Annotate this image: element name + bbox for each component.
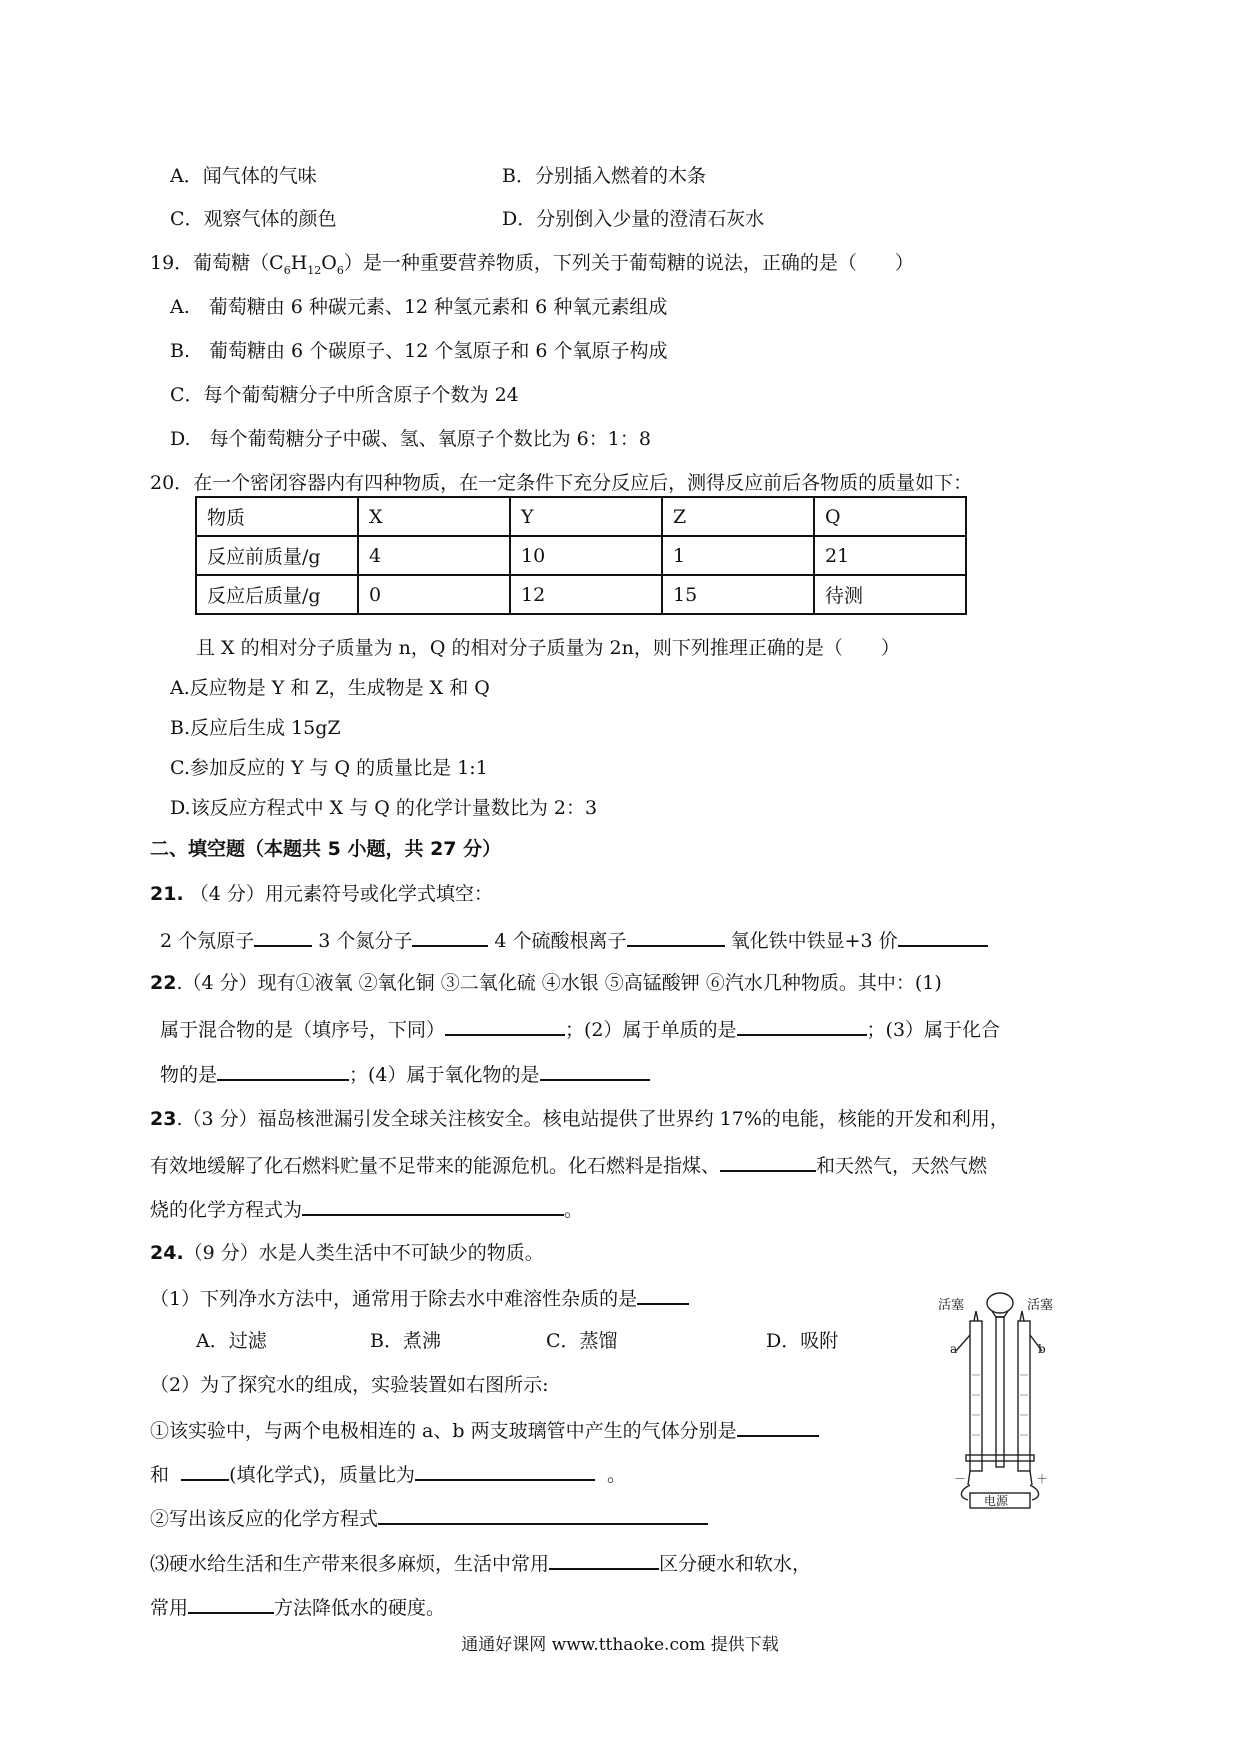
answer-blank[interactable] — [217, 1061, 349, 1081]
q21-stem: 21. （4 分）用元素符号或化学式填空： — [150, 883, 493, 905]
answer-blank[interactable] — [412, 927, 488, 947]
table-header-cell: Y — [510, 497, 662, 536]
q21-blanks-line: 2 个氖原子 3 个氮分子 4 个硫酸根离子 氧化铁中铁显+3 价 — [160, 927, 988, 953]
q22-line-2: 属于混合物的是（填序号，下同） ；(2）属于单质的是 ；(3）属于化合 — [160, 1016, 1000, 1042]
answer-blank[interactable] — [737, 1417, 819, 1437]
q20-condition: 且 X 的相对分子质量为 n，Q 的相对分子质量为 2n，则下列推理正确的是（ ） — [196, 637, 900, 659]
q20-option-b: B.反应后生成 15gZ — [170, 717, 341, 739]
q24-part-3a: ⑶硬水给生活和生产带来很多麻烦，生活中常用 区分硬水和软水， — [150, 1550, 811, 1576]
answer-blank[interactable] — [549, 1550, 659, 1570]
answer-blank[interactable] — [302, 1196, 564, 1216]
page-footer: 通通好课网 www.tthaoke.com 提供下载 — [461, 1635, 779, 1655]
answer-blank[interactable] — [188, 1594, 274, 1614]
table-cell: 15 — [662, 575, 814, 614]
table-row — [196, 536, 966, 575]
q24-part-2b: 和 (填化学式)，质量比为 。 — [150, 1461, 626, 1487]
q24-part-3b: 常用 方法降低水的硬度。 — [150, 1594, 445, 1620]
section-2-title: 二、填空题（本题共 5 小题，共 27 分） — [150, 838, 502, 860]
q19-option-c: C．每个葡萄糖分子中所含原子个数为 24 — [170, 384, 519, 406]
answer-blank[interactable] — [445, 1016, 565, 1036]
q24-part-1: （1）下列净水方法中，通常用于除去水中难溶性杂质的是 — [150, 1285, 689, 1311]
table-cell: 21 — [814, 536, 966, 575]
tube-a-label: a — [950, 1342, 958, 1356]
electrolysis-apparatus-figure — [930, 1285, 1070, 1510]
answer-blank[interactable] — [627, 927, 725, 947]
q24-part-2c: ②写出该反应的化学方程式 — [150, 1505, 708, 1531]
table-header-cell: X — [358, 497, 510, 536]
q23-line-1: 23.（3 分）福岛核泄漏引发全球关注核安全。核电站提供了世界约 17%的电能，核能的开发和利用， — [150, 1108, 1009, 1130]
answer-blank[interactable] — [637, 1285, 689, 1305]
q19-stem: 19．葡萄糖$(C_6H_{12}O_6)$是一种重要营养物质，下列关于葡萄糖的说法，正确的是（ ） — [150, 252, 914, 277]
q18-option-a: A．闻气体的气味 — [170, 165, 317, 187]
power-source-label: 电源 — [984, 1494, 1009, 1508]
q24-option-c: C．蒸馏 — [546, 1330, 618, 1352]
q19-option-a: A. 葡萄糖由 6 种碳元素、12 种氢元素和 6 种氧元素组成 — [170, 296, 668, 318]
q20-option-c: C.参加反应的 Y 与 Q 的质量比是 1:1 — [170, 757, 488, 779]
q22-line-1: 22.（4 分）现有①液氧 ②氧化铜 ③二氧化硫 ④水银 ⑤高锰酸钾 ⑥汽水几种物质。其中：(1) — [150, 972, 942, 994]
table-row — [196, 575, 966, 614]
q19-option-b: B. 葡萄糖由 6 个碳原子、12 个氢原子和 6 个氧原子构成 — [170, 340, 668, 362]
table-cell: 0 — [358, 575, 510, 614]
table-header-cell: Z — [662, 497, 814, 536]
table-header-cell: 物质 — [196, 497, 358, 536]
q24-option-d: D．吸附 — [766, 1330, 839, 1352]
table-cell: 1 — [662, 536, 814, 575]
table-cell: 反应后质量/g — [196, 575, 358, 614]
q24-option-b: B．煮沸 — [370, 1330, 441, 1352]
answer-blank[interactable] — [254, 927, 312, 947]
q24-stem: 24.（9 分）水是人类生活中不可缺少的物质。 — [150, 1242, 544, 1264]
table-cell: 反应前质量/g — [196, 536, 358, 575]
q18-option-d: D．分别倒入少量的澄清石灰水 — [502, 208, 765, 230]
valve-left-label: 活塞 — [938, 1298, 965, 1313]
answer-blank[interactable] — [540, 1061, 650, 1081]
answer-blank[interactable] — [378, 1505, 708, 1525]
answer-blank[interactable] — [415, 1461, 595, 1481]
answer-blank[interactable] — [737, 1016, 867, 1036]
q20-option-a: A.反应物是 Y 和 Z，生成物是 X 和 Q — [170, 677, 490, 699]
q18-option-b: B．分别插入燃着的木条 — [502, 165, 706, 187]
q20-option-d: D.该反应方程式中 X 与 Q 的化学计量数比为 2：3 — [170, 797, 598, 819]
minus-sign: － — [954, 1472, 967, 1486]
q19-option-d: D. 每个葡萄糖分子中碳、氢、氧原子个数比为 6：1：8 — [170, 428, 651, 450]
table-header-row — [196, 497, 966, 536]
q22-line-3: 物的是 ；(4）属于氧化物的是 — [160, 1061, 650, 1087]
answer-blank[interactable] — [898, 927, 988, 947]
table-cell: 10 — [510, 536, 662, 575]
q24-option-a: A．过滤 — [196, 1330, 267, 1352]
answer-blank[interactable] — [181, 1461, 229, 1481]
answer-blank[interactable] — [720, 1152, 816, 1172]
table-cell: 12 — [510, 575, 662, 614]
plus-sign: ＋ — [1036, 1472, 1049, 1486]
q23-line-3: 烧的化学方程式为 。 — [150, 1196, 583, 1222]
q20-stem: 20．在一个密闭容器内有四种物质，在一定条件下充分反应后，测得反应前后各物质的质量如下： — [150, 472, 973, 494]
table-cell: 4 — [358, 536, 510, 575]
q20-mass-table — [195, 496, 967, 615]
table-header-cell: Q — [814, 497, 966, 536]
valve-right-label: 活塞 — [1027, 1298, 1054, 1313]
table-cell: 待测 — [814, 575, 966, 614]
q24-part-2a: ①该实验中，与两个电极相连的 a、b 两支玻璃管中产生的气体分别是 — [150, 1417, 819, 1443]
q18-option-c: C．观察气体的颜色 — [170, 208, 337, 230]
q23-line-2: 有效地缓解了化石燃料贮量不足带来的能源危机。化石燃料是指煤、 和天然气，天然气燃 — [150, 1152, 987, 1178]
q24-part-2: （2）为了探究水的组成，实验装置如右图所示: — [150, 1374, 549, 1396]
tube-b-label: b — [1038, 1342, 1046, 1356]
